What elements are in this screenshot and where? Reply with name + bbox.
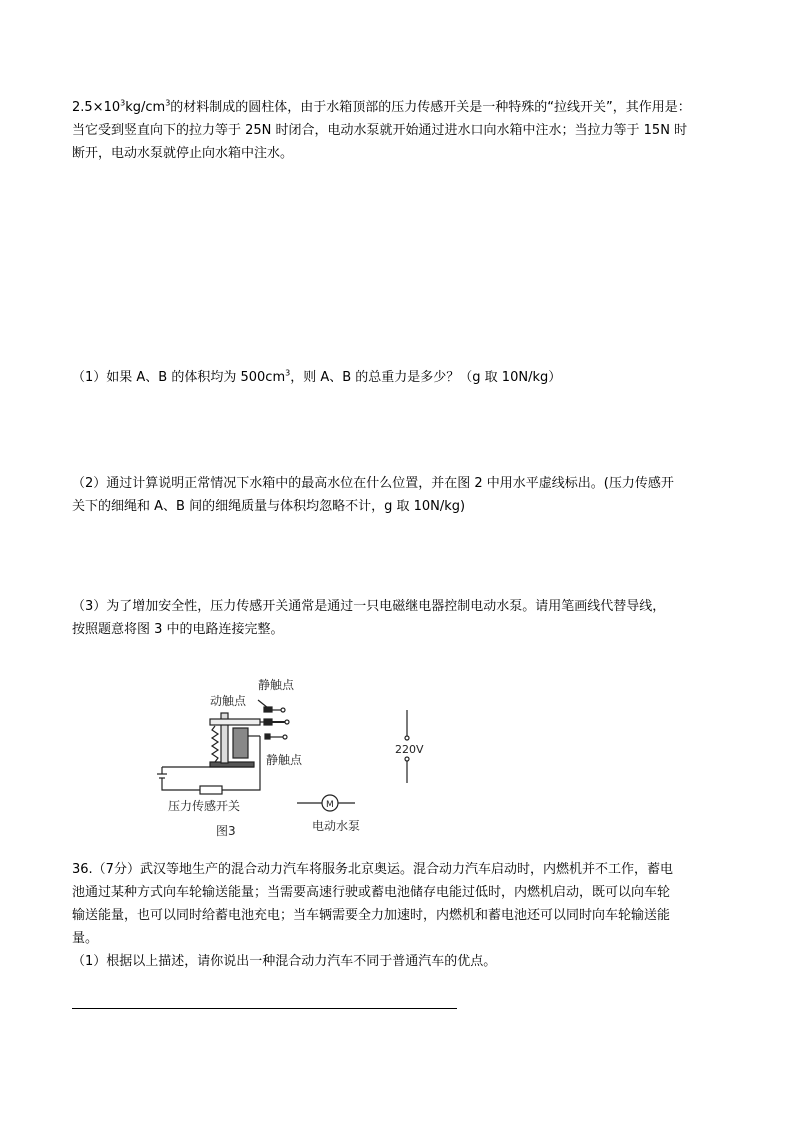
figure-3-relay-circuit — [140, 670, 440, 850]
label-moving-contact: 动触点 — [210, 694, 247, 708]
q36-line-4: 量。 — [72, 931, 99, 946]
label-pressure-switch: 压力传感开关 — [168, 799, 241, 813]
text: 的材料制成的圆柱体，由于水箱顶部的压力传感开关是一种特殊的“拉线开关”，其作用是： — [170, 100, 691, 115]
text: ，则 A、B 的总重力是多少？（g 取 10N/kg） — [290, 370, 562, 385]
label-voltage: 220V — [395, 743, 424, 756]
question-3 — [72, 595, 732, 641]
q36-sub-1: （1）根据以上描述，请你说出一种混合动力汽车不同于普通汽车的优点。 — [72, 954, 497, 969]
q2-line-1: （2）通过计算说明正常情况下水箱中的最高水位在什么位置，并在图 2 中用水平虚线标出。(压力传感开 — [72, 476, 674, 491]
armature — [210, 719, 260, 725]
q2-line-2: 关下的细绳和 A、B 间的细绳质量与体积均忽略不计，g 取 10N/kg) — [72, 499, 466, 514]
q3-line-2: 按照题意将图 3 中的电路连接完整。 — [72, 622, 284, 637]
intro-line-1 — [72, 96, 732, 119]
motor-symbol: M — [326, 800, 334, 810]
question-1 — [72, 366, 732, 389]
intro-line-3: 断开，电动水泵就停止向水箱中注水。 — [72, 146, 294, 161]
q3-line-1: （3）为了增加安全性，压力传感开关通常是通过一只电磁继电器控制电动水泵。请用笔画线代替导线， — [72, 599, 666, 614]
spring-icon — [212, 726, 218, 762]
q36-line-2: 池通过某种方式向车轮输送能量；当需要高速行驶或蓄电池储存电能过低时，内燃机启动，既可以向车轮 — [72, 885, 671, 900]
answer-line — [72, 1008, 457, 1009]
problem-intro — [72, 96, 732, 165]
text: （1）如果 A、B 的体积均为 500cm — [72, 370, 286, 385]
figure-caption: 图3 — [216, 824, 236, 838]
superscript: 3 — [165, 98, 171, 108]
label-static-contact-bottom: 静触点 — [266, 753, 303, 767]
question-2 — [72, 472, 732, 518]
moving-contact — [264, 719, 272, 725]
label-static-contact-top: 静触点 — [258, 678, 295, 692]
question-36 — [72, 858, 732, 973]
q36-line-3: 输送能量，也可以同时给蓄电池充电；当车辆需要全力加速时，内燃机和蓄电池还可以同时向车轮输送能 — [72, 908, 671, 923]
text: kg/cm — [125, 100, 166, 115]
text: 2.5×10 — [72, 100, 121, 115]
q36-line-1: 36.（7分）武汉等地生产的混合动力汽车将服务北京奥运。混合动力汽车启动时，内燃机并不工作，蓄电 — [72, 862, 673, 877]
superscript: 3 — [120, 98, 126, 108]
relay-base — [210, 762, 254, 767]
superscript: 3 — [285, 368, 291, 378]
pressure-switch-resistor — [200, 786, 222, 794]
static-contact-bottom — [265, 734, 270, 739]
label-pump: 电动水泵 — [312, 819, 361, 833]
coil — [233, 728, 248, 758]
intro-line-2: 当它受到竖直向下的拉力等于 25N 时闭合，电动水泵就开始通过进水口向水箱中注水；当拉力等于 15N 时 — [72, 123, 688, 138]
